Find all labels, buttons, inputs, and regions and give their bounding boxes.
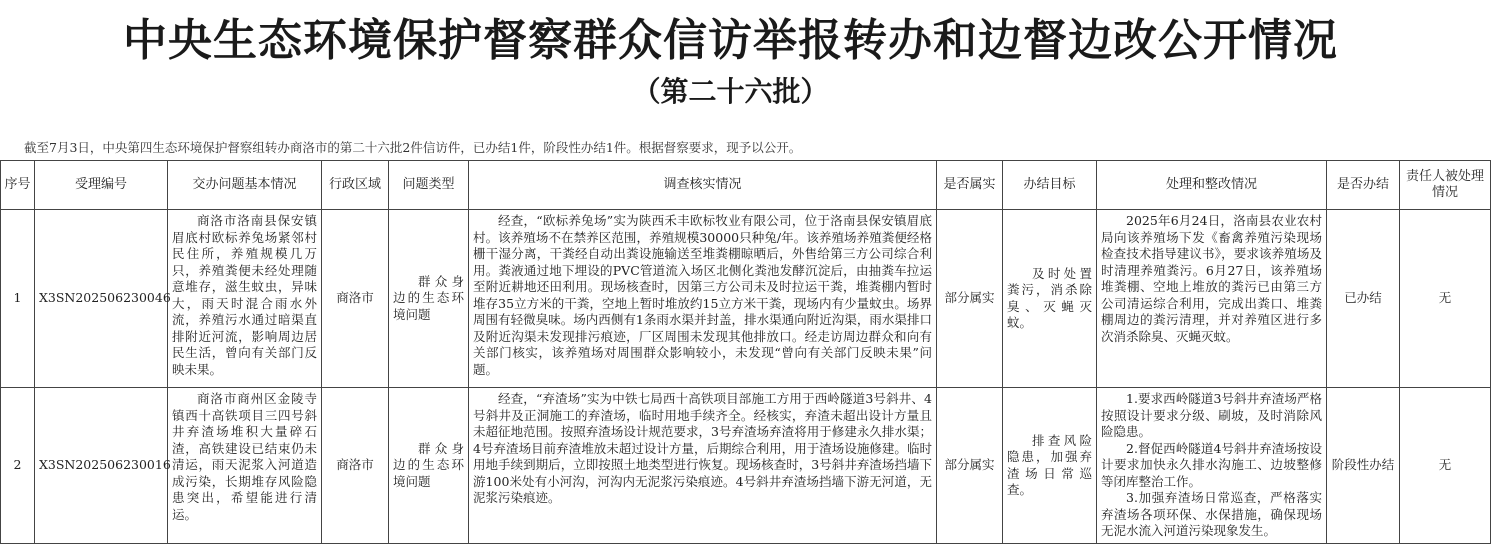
handling-item: 2.督促西岭隧道4号斜井弃渣场按设计要求加快永久排水沟施工、边坡整修等闭库整治工作。 [1101, 440, 1322, 489]
header-penalty: 责任人被处理情况 [1400, 161, 1491, 210]
header-truth: 是否属实 [937, 161, 1003, 210]
cell-truth: 部分属实 [937, 210, 1003, 388]
cell-handling [1097, 388, 1327, 544]
table-row [1, 388, 1491, 544]
cell-code: X3SN202506230046 [35, 210, 168, 388]
intro-paragraph: 截至7月3日，中央第四生态环境保护督察组转办商洛市的第二十六批2件信访件，已办结1件，阶段性办结1件。根据督察要求，现予以公开。 [24, 140, 802, 155]
header-investigation: 调查核实情况 [469, 161, 937, 210]
header-region: 行政区域 [322, 161, 389, 210]
cell-region: 商洛市 [322, 210, 389, 388]
cell-type: 群众身边的生态环境问题 [389, 210, 469, 388]
cell-truth: 部分属实 [937, 388, 1003, 544]
header-closed: 是否办结 [1327, 161, 1400, 210]
cell-closed: 已办结 [1327, 210, 1400, 388]
cell-code: X3SN202506230016 [35, 388, 168, 544]
page-title: 中央生态环境保护督察群众信访举报转办和边督边改公开情况 [123, 15, 1338, 66]
cell-investigation: 经查，“欧标养兔场”实为陕西禾丰欧标牧业有限公司，位于洛南县保安镇眉底村。该养殖场不在禁养区范围，养殖规模30000只种兔/年。该养殖场养殖粪便经格栅干湿分离，干粪经自动出粪设施输送至堆粪棚晾晒后，外售给第三方公司综合利用。粪液通过地下埋设的PVC管道流入场区北侧化粪池发酵沉淀后，由抽粪车拉运至附近耕地还田利用。现场核查时，因第三方公司未及时拉运干粪，堆粪棚内暂时堆存35立方米的干粪，空地上暂时堆放约15立方米干粪，现场内有少量蚊虫。场界周围有轻微臭味。场内西侧有1条雨水渠并封盖，排水渠通向附近沟渠，雨水渠排口及附近沟渠未发现排污痕迹，厂区周围未发现其他排放口。经走访周边群众和向有关部门核实，该养殖场对周围群众影响较小，未发现“曾向有关部门反映未果”问题。 [469, 210, 937, 388]
page-subtitle: （第二十六批） [632, 75, 829, 108]
cell-closed: 阶段性办结 [1327, 388, 1400, 544]
cell-handling [1097, 210, 1327, 388]
cell-investigation: 经查，“弃渣场”实为中铁七局西十高铁项目部施工方用于西岭隧道3号斜井、4号斜井及正洞施工的弃渣场，临时用地手续齐全。经核实，弃渣未超出设计方量且未超征地范围。按照弃渣场设计规范要求，3号弃渣场弃渣将用于修建永久排水渠；4号弃渣场目前弃渣堆放未超过设计方量，后期综合利用，用于渣场设施修建。临时用地手续到期后，立即按照土地类型进行恢复。现场核查时，3号斜井弃渣场挡墙下游100米处有小河沟，河沟内无泥浆污染痕迹。4号斜井弃渣场挡墙下游无河道，无泥浆污染痕迹。 [469, 388, 937, 544]
header-goal: 办结目标 [1003, 161, 1097, 210]
header-no: 序号 [1, 161, 35, 210]
handling-item: 3.加强弃渣场日常巡查，严格落实弃渣场各项环保、水保措施，确保现场无泥水流入河道污染现象发生。 [1101, 490, 1322, 538]
cell-region: 商洛市 [322, 388, 389, 544]
table-row [1, 210, 1491, 388]
cell-basic: 商洛市商州区金陵寺镇西十高铁项目三四号斜井弃渣场堆积大量碎石渣，高铁建设已结束仍未清运，雨天泥浆入河道造成污染，长期堆存风险隐患突出，希望能进行清运。 [168, 388, 322, 544]
cell-penalty: 无 [1400, 388, 1491, 544]
header-handling: 处理和整改情况 [1097, 161, 1327, 210]
handling-item: 2025年6月24日，洛南县农业农村局向该养殖场下发《畜禽养殖污染现场检查技术指导建议书》，要求该养殖场及时清理养殖粪污。6月27日，该养殖场堆粪棚、空地上堆放的粪污已由第三方公司清运综合利用，完成出粪口、堆粪棚周边的粪污清理，并对养殖区进行多次消杀除臭、灭蝇灭蚊。 [1101, 213, 1322, 344]
table-header-row [1, 161, 1491, 210]
cell-type: 群众身边的生态环境问题 [389, 388, 469, 544]
cell-no: 1 [1, 210, 35, 388]
cell-goal: 排查风险隐患，加强弃渣场日常巡查。 [1003, 388, 1097, 544]
cell-no: 2 [1, 388, 35, 544]
cell-goal: 及时处置粪污，消杀除臭、灭蝇灭蚊。 [1003, 210, 1097, 388]
cell-penalty: 无 [1400, 210, 1491, 388]
cell-basic: 商洛市洛南县保安镇眉底村欧标养兔场紧邻村民住所，养殖规模几万只，养殖粪便未经处理随意堆存，滋生蚊虫，异味大，雨天时混合雨水外流，养殖污水通过暗渠直排附近河流，影响周边居民生活，曾向有关部门反映未果。 [168, 210, 322, 388]
handling-item: 1.要求西岭隧道3号斜井弃渣场严格按照设计要求分级、刷坡，及时消除风险隐患。 [1101, 391, 1322, 439]
header-basic: 交办问题基本情况 [168, 161, 322, 210]
report-table [0, 160, 1491, 544]
header-code: 受理编号 [35, 161, 168, 210]
header-type: 问题类型 [389, 161, 469, 210]
